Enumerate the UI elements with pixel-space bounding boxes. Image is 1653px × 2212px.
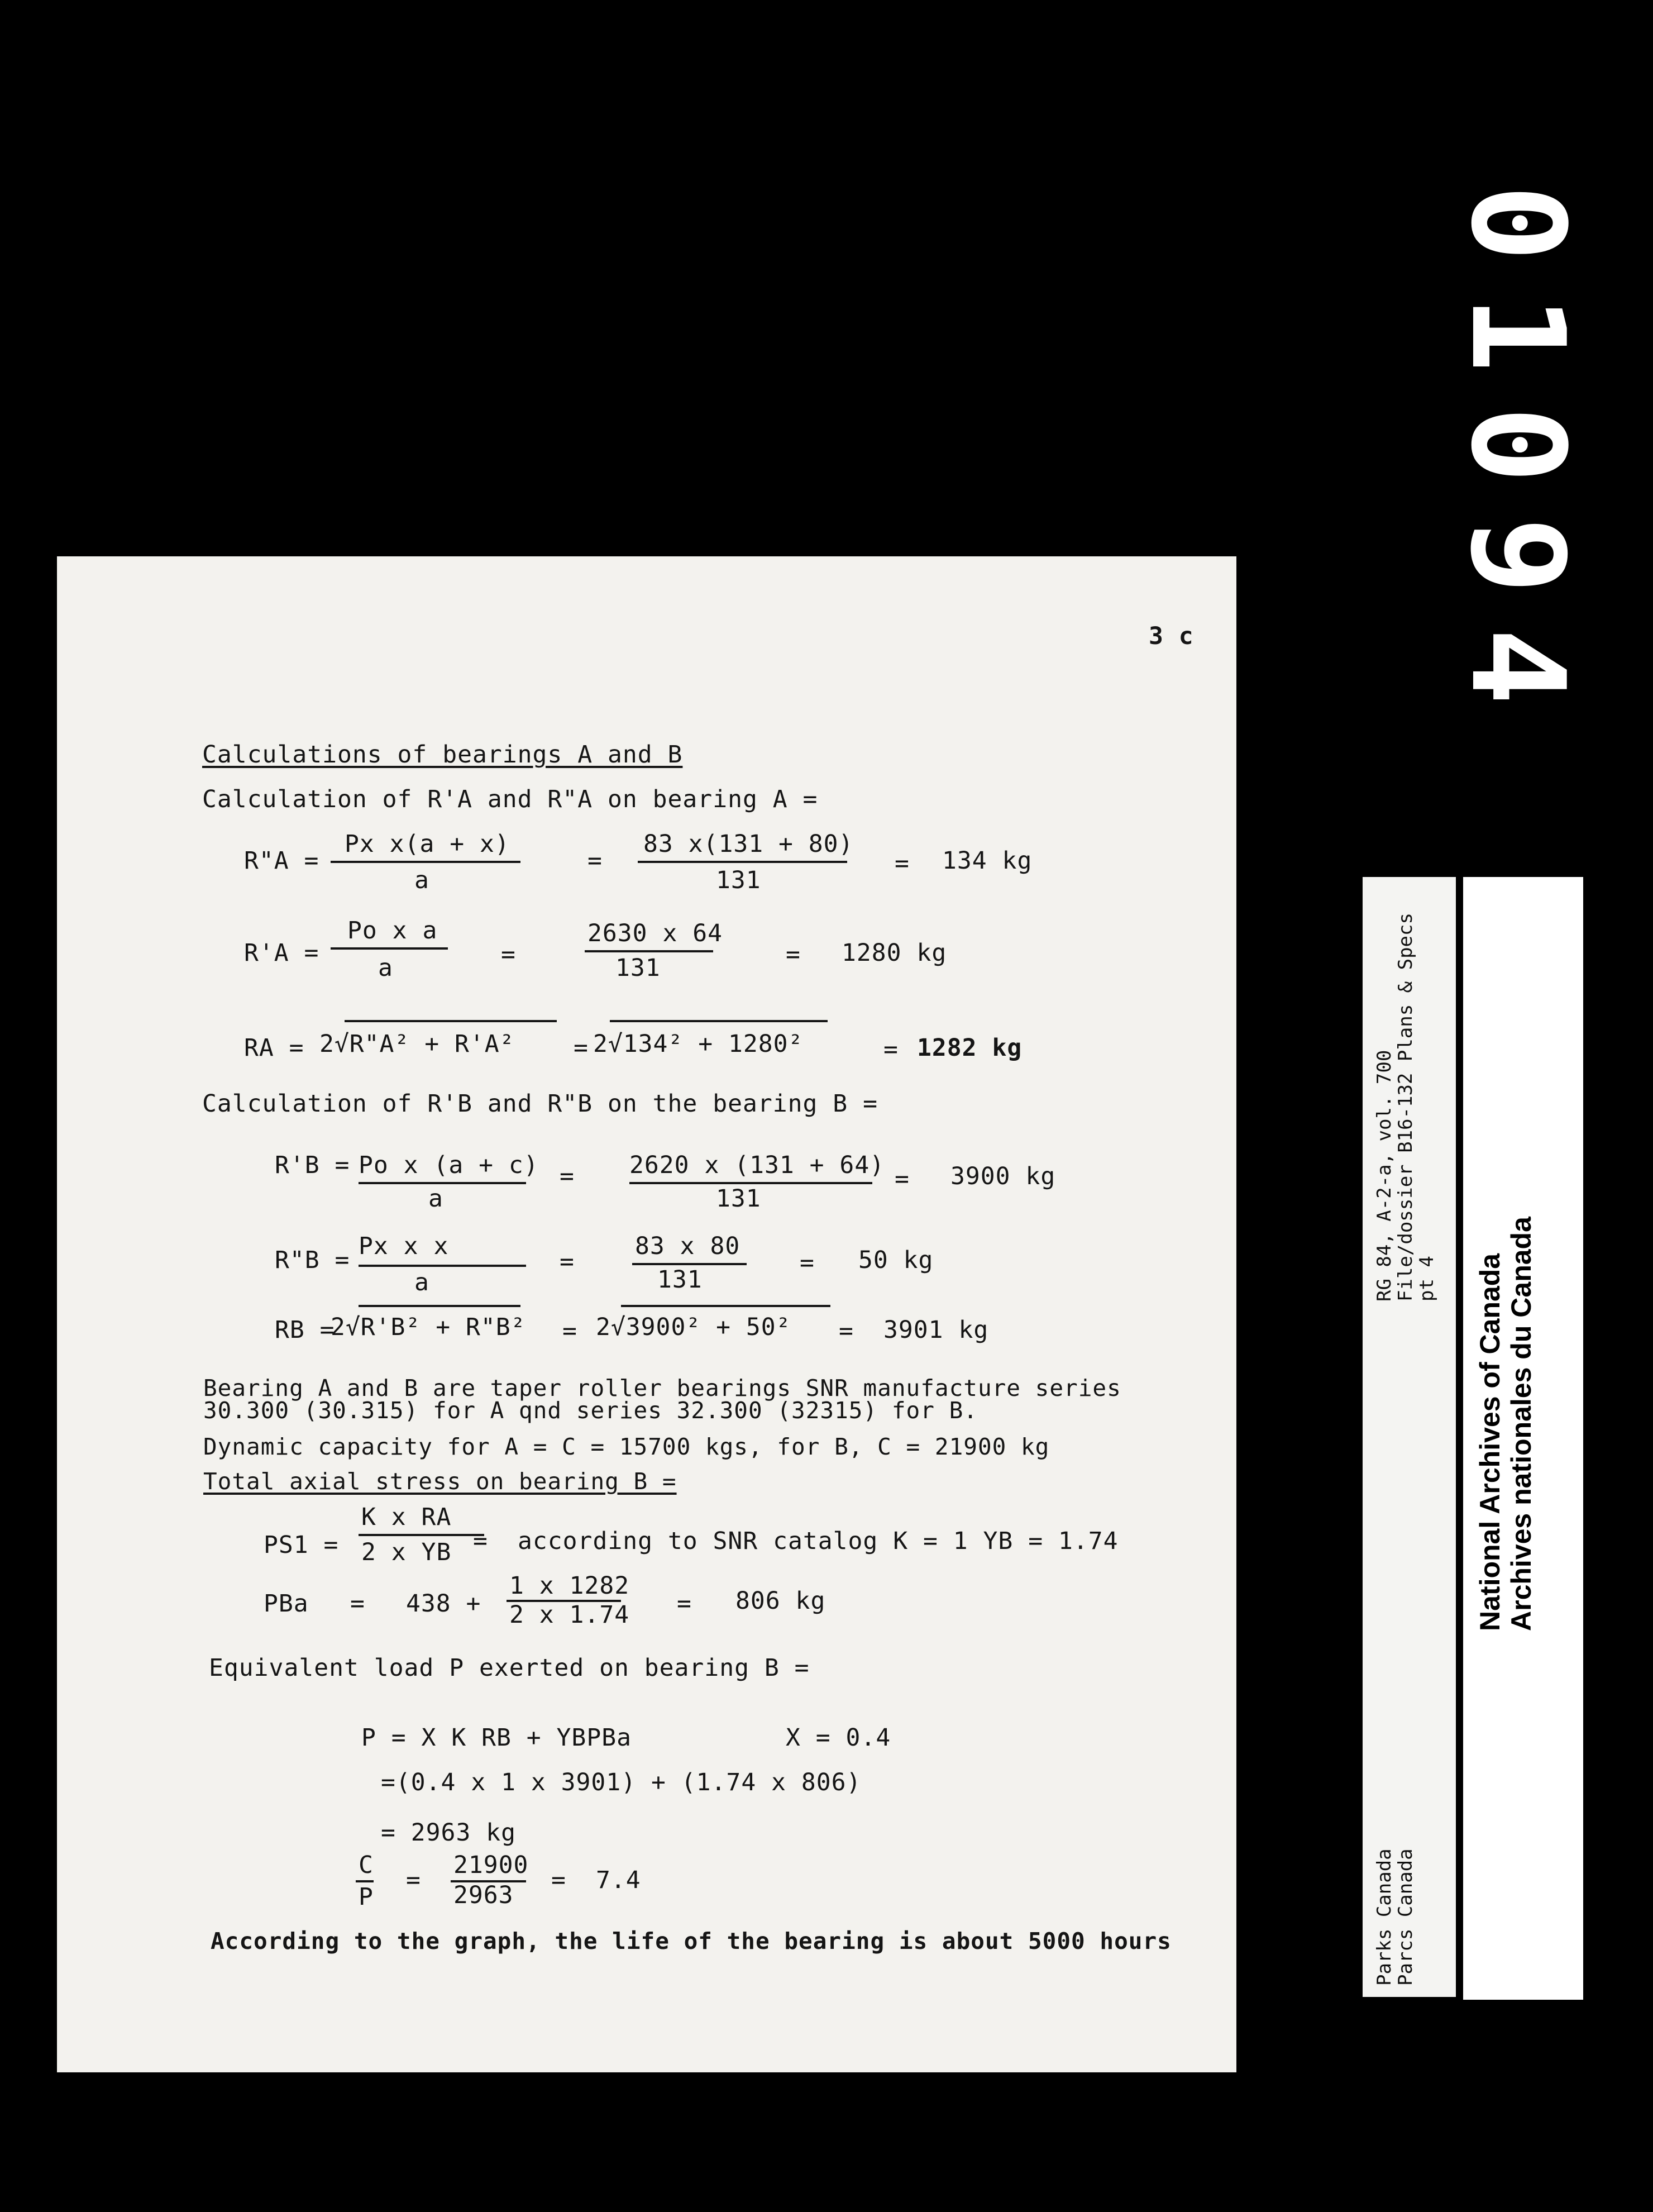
eq10-den: P <box>359 1883 374 1911</box>
eq7-lhs: PS1 = <box>264 1531 339 1559</box>
para-bearings-1: Bearing A and B are taper roller bearings SNR manufacture series <box>203 1375 1121 1401</box>
eq3-root-a: 2√R"A² + R'A² <box>319 1030 515 1058</box>
eq9-line1: P = X K RB + YBPBa <box>361 1724 632 1752</box>
eq1-lhs: R"A = <box>244 847 319 875</box>
eq6-lhs: RB = <box>275 1316 335 1344</box>
eq5-den2: 131 <box>657 1266 703 1294</box>
archives-name-en: National Archives of Canada <box>1474 1253 1506 1631</box>
eq2-den2: 131 <box>615 954 661 982</box>
eq2-eq2: = <box>786 941 801 969</box>
conclusion: According to the graph, the life of the bearing is about 5000 hours <box>211 1928 1172 1954</box>
eq7-eq: = <box>473 1527 488 1555</box>
eq1-eq2: = <box>895 850 910 878</box>
eq7-num: K x RA <box>361 1503 452 1531</box>
archives-name-fr: Archives nationales du Canada <box>1506 1217 1537 1631</box>
document-page <box>57 556 1236 2072</box>
eq4-eq: = <box>560 1162 575 1190</box>
frame-number-text: 01094 <box>1442 184 1592 739</box>
eq2-eq: = <box>501 941 516 969</box>
eq10-den2: 2963 <box>453 1881 514 1909</box>
eq4-eq2: = <box>895 1165 910 1193</box>
eq2-lhs: R'A = <box>244 939 319 967</box>
eq6-eq2: = <box>839 1317 854 1345</box>
eq3-eq: = <box>574 1034 589 1062</box>
eq8-lhs: PBa <box>264 1590 309 1618</box>
eq6-result: 3901 kg <box>883 1316 989 1344</box>
eq1-eq: = <box>587 847 603 875</box>
eq3-root-b: 2√134² + 1280² <box>593 1030 804 1058</box>
eq6-root-a: 2√R'B² + R"B² <box>331 1313 526 1341</box>
eq6-root-b: 2√3900² + 50² <box>596 1313 791 1341</box>
eq3-result: 1282 kg <box>917 1034 1023 1062</box>
eq4-lhs: R'B = <box>275 1151 350 1179</box>
eq10-eq: = <box>406 1866 421 1894</box>
calc-a-intro: Calculation of R'A and R"A on bearing A = <box>202 785 818 813</box>
eq7-text: according to SNR catalog K = 1 YB = 1.74 <box>518 1527 1119 1555</box>
frame-number <box>1424 184 1603 739</box>
eq5-result: 50 kg <box>858 1246 934 1274</box>
eq4-num: Po x (a + c) <box>359 1151 539 1179</box>
eq2-result: 1280 kg <box>842 939 947 967</box>
eq8-eq2: = <box>677 1590 692 1618</box>
eq4-num2: 2620 x (131 + 64) <box>629 1151 885 1179</box>
eq5-den: a <box>414 1269 429 1296</box>
eq10-result: 7.4 <box>596 1866 641 1894</box>
eq5-num2: 83 x 80 <box>635 1232 740 1260</box>
eq6-eq: = <box>562 1317 577 1345</box>
calc-b-intro: Calculation of R'B and R"B on the bearing B = <box>202 1090 878 1118</box>
para-bearings-2: 30.300 (30.315) for A qnd series 32.300 (32315) for B. <box>203 1397 978 1424</box>
eq10-num2: 21900 <box>453 1851 529 1879</box>
eq4-result: 3900 kg <box>950 1162 1056 1190</box>
eq8-result: 806 kg <box>735 1587 826 1615</box>
eq8-den: 2 x 1.74 <box>509 1601 630 1629</box>
eq7-den: 2 x YB <box>361 1538 452 1566</box>
para-axial-stress: Total axial stress on bearing B = <box>203 1468 677 1495</box>
agency-line-1: Parks Canada <box>1373 1848 1396 1986</box>
eq3-lhs: RA = <box>244 1034 304 1062</box>
eq3-eq2: = <box>883 1036 899 1064</box>
eq10-eq2: = <box>551 1866 566 1894</box>
source-line-2: File/dossier B16-132 Plans & Specs <box>1394 913 1417 1302</box>
page-mark: 3 c <box>1149 622 1194 650</box>
eq2-num2: 2630 x 64 <box>587 919 723 947</box>
eq2-den: a <box>378 954 393 982</box>
eq1-result: 134 kg <box>942 847 1033 875</box>
eq2-num: Po x a <box>347 917 438 945</box>
eq9-line2: =(0.4 x 1 x 3901) + (1.74 x 806) <box>381 1768 862 1796</box>
agency-line-2: Parcs Canada <box>1394 1848 1417 1986</box>
para-capacity: Dynamic capacity for A = C = 15700 kgs, for B, C = 21900 kg <box>203 1433 1050 1460</box>
eq1-den: a <box>414 866 429 894</box>
eq9-x: X = 0.4 <box>786 1724 891 1752</box>
source-label-card <box>1363 877 1456 1997</box>
eq8-num: 1 x 1282 <box>509 1572 630 1600</box>
section-heading: Calculations of bearings A and B <box>202 741 683 769</box>
eq4-den: a <box>428 1185 443 1213</box>
eq5-num: Px x x <box>359 1232 449 1260</box>
source-line-1: RG 84, A-2-a, vol. 700 <box>1373 1050 1396 1302</box>
eq9-line3: = 2963 kg <box>381 1819 516 1847</box>
archives-label-card <box>1463 877 1583 2000</box>
eq5-eq: = <box>560 1248 575 1276</box>
eq4-den2: 131 <box>716 1185 761 1213</box>
source-line-3: pt 4 <box>1416 1256 1438 1302</box>
eq8-a: 438 + <box>406 1590 481 1618</box>
para-equivalent-load: Equivalent load P exerted on bearing B = <box>209 1654 810 1682</box>
eq10-num: C <box>359 1851 374 1879</box>
eq1-den2: 131 <box>716 866 761 894</box>
eq1-num: Px x(a + x) <box>345 830 510 858</box>
eq1-num2: 83 x(131 + 80) <box>643 830 854 858</box>
eq8-eq: = <box>350 1590 365 1618</box>
eq5-lhs: R"B = <box>275 1246 350 1274</box>
eq5-eq2: = <box>800 1249 815 1277</box>
